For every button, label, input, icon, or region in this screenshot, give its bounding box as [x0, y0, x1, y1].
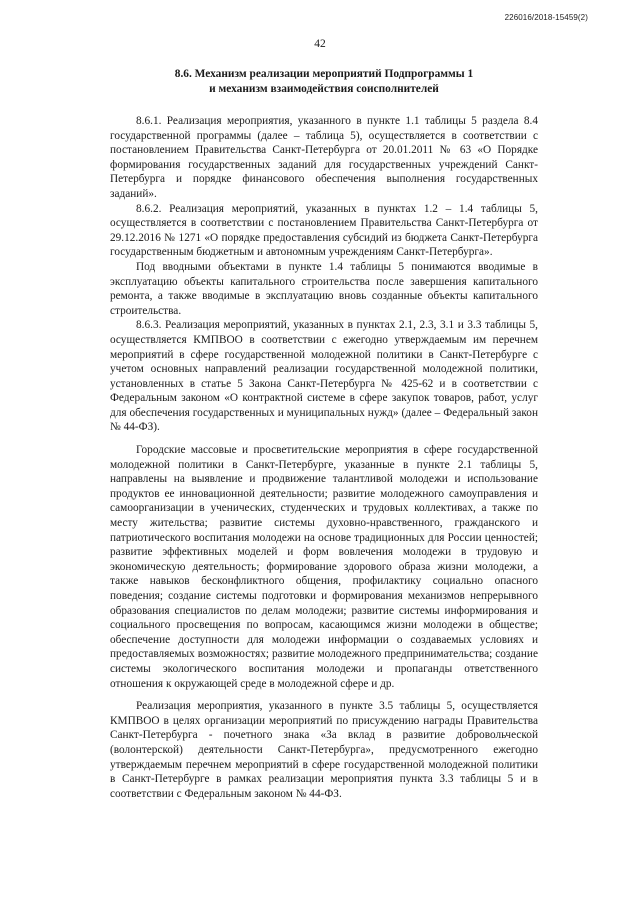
paragraph-city-events: Городские массовые и просветительские мероприятия в сфере государственной молодежной политики в Санкт-Петербурге, указанные в пункте 2.1 таблицы 5, направлены на выявление и продвижение талантливой молодежи и использование продуктов ее инновационной деятельности; развитие молодежного самоуправления и самоорганизации в ученических, студенческих и трудовых коллективах, а также по месту жительства; развитие системы духовно-нравственного, гражданского и патриотического воспитания молодежи на основе традиционных для России ценностей; развитие эффективных моделей и форм вовлечения молодежи в трудовую и экономическую деятельность; формирование здорового образа жизни молодежи, а также навыков бесконфликтного общения, профилактику социально опасного поведения; создание системы подготовки и формирования механизмов непрерывного образования специалистов по делам молодежи; развитие системы информирования и социального просвещения по вопросам, касающимся жизни молодежи в обществе; обеспечение доступности для молодежи информации о создаваемых условиях и предоставляемых возможностях; развитие молодежного предпринимательства; создание системы экологического воспитания молодежи и пропаганды ответственного отношения к окружающей среде в молодежной сфере и др.	[110, 444, 538, 690]
paragraph-input-objects: Под вводными объектами в пункте 1.4 таблицы 5 понимаются вводимые в эксплуатацию объекты капитального строительства после завершения капитального ремонта, а также вводимые в эксплуатацию вновь созданные объекты капитального строительства.	[110, 260, 538, 317]
paragraph-8-6-3: 8.6.3. Реализация мероприятий, указанных в пунктах 2.1, 2.3, 3.1 и 3.3 таблицы 5, осуществляется КМПВОО в соответствии с ежегодно утверждаемым им перечнем мероприятий в сфере государственной молодежной политики в Санкт-Петербурге с учетом основных направлений реализации государственной молодежной политики, установленных в статье 5 Закона Санкт-Петербурга № 425-62 и в соответствии с Федеральным законом «О контрактной системе в сфере закупок товаров, работ, услуг для обеспечения государственных и муниципальных нужд» (далее – Федеральный закон № 44-ФЗ).	[110, 319, 538, 434]
section-heading-line-2: и механизм взаимодействия соисполнителей	[209, 83, 439, 95]
paragraph-8-6-2: 8.6.2. Реализация мероприятий, указанных в пунктах 1.2 – 1.4 таблицы 5, осуществляется в соответствии с постановлением Правительства Санкт-Петербурга от 29.12.2016 № 1271 «О порядке предоставления субсидий из бюджета Санкт-Петербурга государственным бюджетным и автономным учреждениям Санкт-Петербурга».	[110, 202, 538, 259]
section-heading-line-1: 8.6. Механизм реализации мероприятий Подпрограммы 1	[174, 68, 474, 80]
document-registration-number: 226016/2018-15459(2)	[504, 13, 588, 22]
section-heading	[112, 67, 536, 97]
section-body	[110, 114, 538, 801]
paragraph-8-6-1: 8.6.1. Реализация мероприятия, указанного в пункте 1.1 таблицы 5 раздела 8.4 государственной программы (далее – таблица 5), осуществляется в соответствии с постановлением Правительства Санкт-Петербурга от 20.01.2011 № 63 «О Порядке формирования государственных заданий для государственных учреждений Санкт-Петербурга и порядке финансового обеспечения выполнения государственных заданий».	[110, 115, 538, 200]
paragraph-award-event: Реализация мероприятия, указанного в пункте 3.5 таблицы 5, осуществляется КМПВОО в целях организации мероприятий по присуждению награды Правительства Санкт-Петербурга - почетного знака «За вклад в развитие добровольческой (волонтерской) деятельности Санкт-Петербурга», предусмотренного ежегодно утверждаемым перечнем мероприятий в сфере государственной молодежной политики в Санкт-Петербурге в рамках реализации мероприятия пункта 3.3 таблицы 5 и в соответствии с Федеральным законом № 44-ФЗ.	[110, 700, 538, 800]
page-number: 42	[314, 38, 326, 50]
